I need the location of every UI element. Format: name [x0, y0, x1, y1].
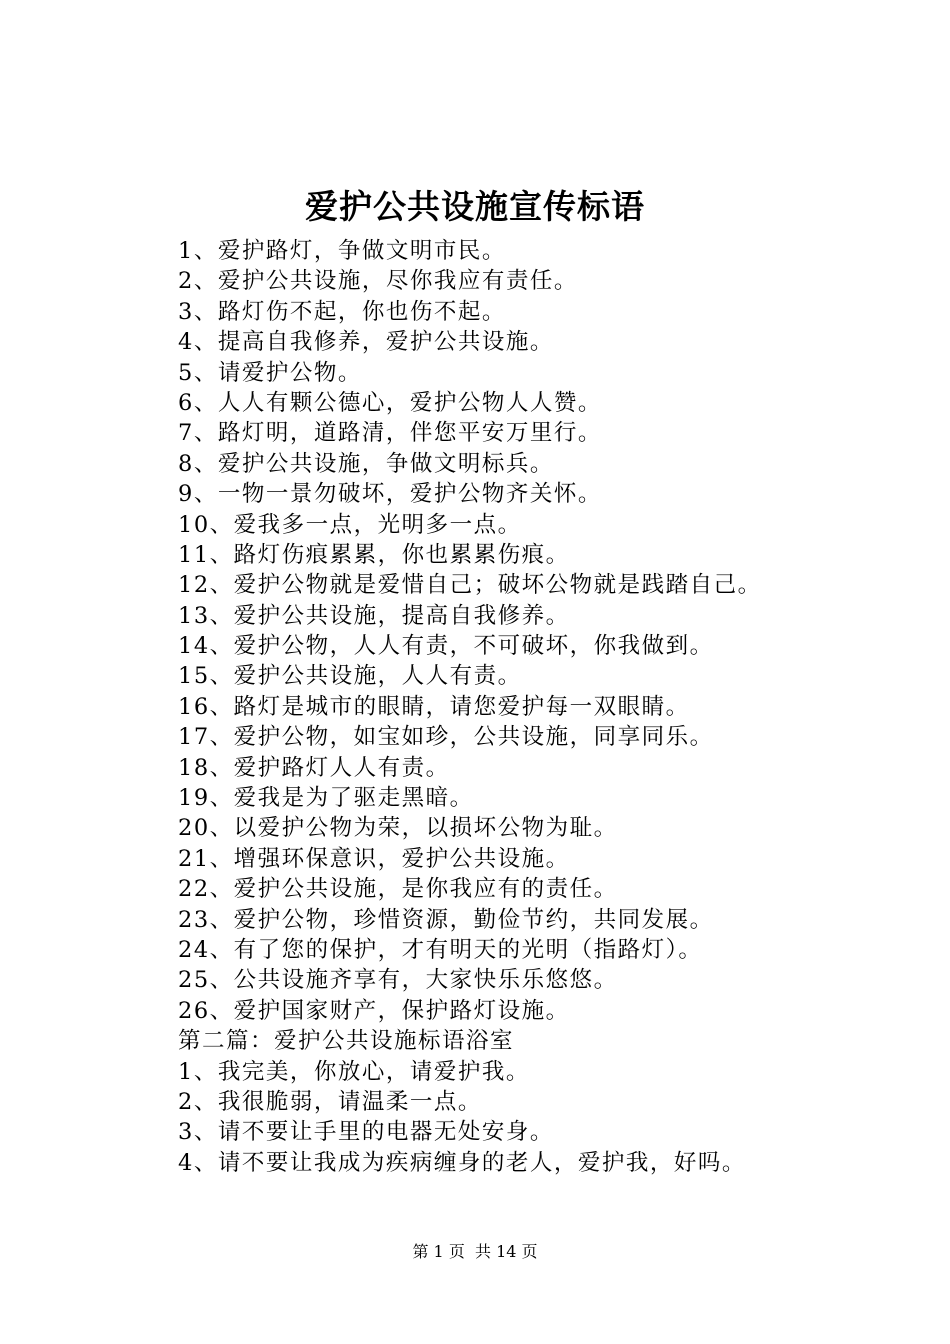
text-line: 21、增强环保意识，爱护公共设施。 [178, 845, 570, 872]
text-line: 14、爱护公物，人人有责，不可破坏，你我做到。 [178, 633, 714, 660]
page-number-label: 第 1 页 共 14 页 [412, 1242, 538, 1261]
text-line: 1、我完美，你放心，请爱护我。 [178, 1058, 530, 1085]
text-line: 1、爱护路灯，争做文明市民。 [178, 238, 506, 264]
page-footer [0, 1240, 950, 1264]
text-line: 18、爱护路灯人人有责。 [178, 754, 450, 781]
text-line: 24、有了您的保护，才有明天的光明（指路灯）。 [178, 936, 703, 963]
text-line: 9、一物一景勿破坏，爱护公物齐关怀。 [178, 481, 602, 508]
section-heading: 第二篇：爱护公共设施标语浴室 [178, 1028, 515, 1055]
text-line: 12、爱护公物就是爱惜自己；破坏公物就是践踏自己。 [178, 572, 762, 599]
text-line: 15、爱护公共设施，人人有责。 [178, 663, 522, 690]
text-line: 17、爱护公物，如宝如珍，公共设施，同享同乐。 [178, 724, 714, 751]
text-line: 4、提高自我修养，爱护公共设施。 [178, 329, 554, 356]
text-line: 3、请不要让手里的电器无处安身。 [178, 1119, 554, 1146]
text-line: 10、爱我多一点，光明多一点。 [178, 511, 522, 538]
text-line: 2、爱护公共设施，尽你我应有责任。 [178, 268, 578, 295]
text-line: 8、爱护公共设施，争做文明标兵。 [178, 450, 554, 477]
text-line: 11、路灯伤痕累累，你也累累伤痕。 [178, 541, 570, 568]
document-body [178, 236, 908, 1178]
text-line: 13、爱护公共设施，提高自我修养。 [178, 602, 570, 629]
text-line: 4、请不要让我成为疾病缠身的老人，爱护我，好吗。 [178, 1149, 746, 1176]
text-line: 3、路灯伤不起，你也伤不起。 [178, 298, 506, 325]
text-line: 7、路灯明，道路清，伴您平安万里行。 [178, 420, 602, 447]
document-title: 爱护公共设施宣传标语 [305, 187, 645, 226]
text-line: 19、爱我是为了驱走黑暗。 [178, 785, 474, 812]
text-line: 6、人人有颗公德心，爱护公物人人赞。 [178, 389, 602, 416]
text-line: 23、爱护公物，珍惜资源，勤俭节约，共同发展。 [178, 906, 714, 933]
text-line: 25、公共设施齐享有，大家快乐乐悠悠。 [178, 967, 618, 994]
text-line: 20、以爱护公物为荣，以损坏公物为耻。 [178, 815, 618, 842]
text-line: 26、爱护国家财产，保护路灯设施。 [178, 997, 570, 1024]
text-line: 16、路灯是城市的眼睛，请您爱护每一双眼睛。 [178, 693, 690, 720]
text-line: 22、爱护公共设施，是你我应有的责任。 [178, 876, 618, 903]
text-line: 2、我很脆弱，请温柔一点。 [178, 1088, 482, 1115]
text-line: 5、请爱护公物。 [178, 359, 362, 386]
